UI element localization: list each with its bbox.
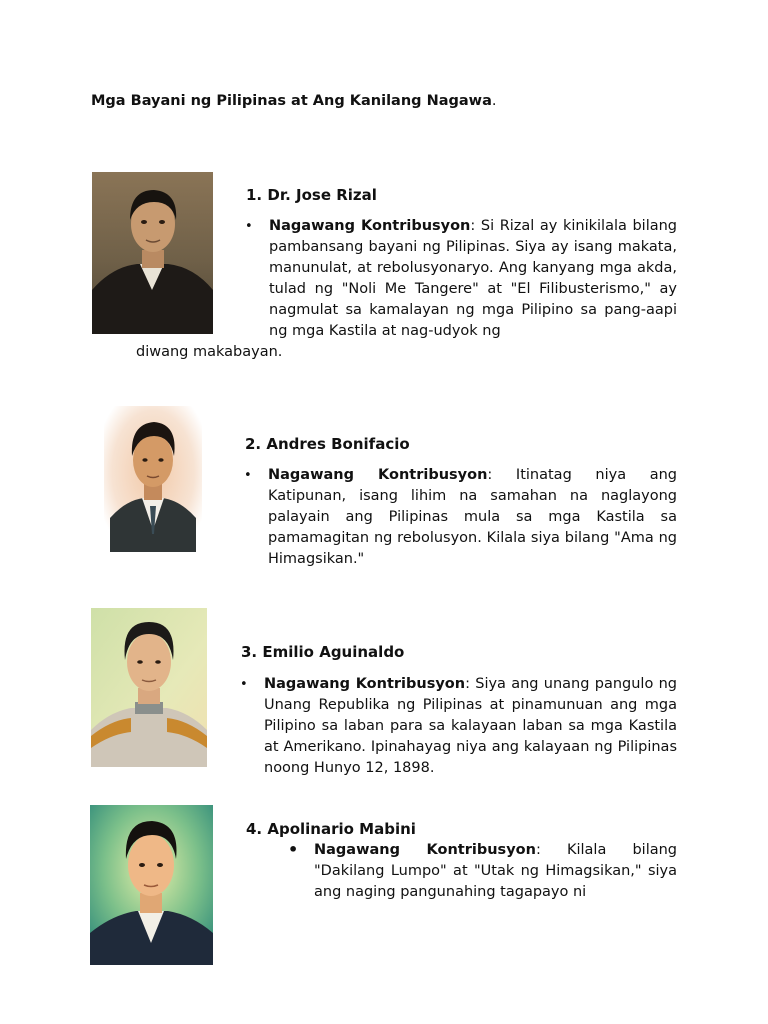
bullet-icon: • — [288, 840, 299, 859]
bullet-icon: • — [240, 677, 248, 692]
contribution-label: Nagawang Kontribusyon — [264, 676, 466, 692]
hero-number: 3. — [241, 643, 258, 661]
contribution-apolinario-mabini — [288, 840, 677, 903]
contribution-jose-rizal — [245, 216, 677, 342]
portrait-emilio-aguinaldo — [91, 608, 207, 767]
hero-name: Apolinario Mabini — [267, 820, 416, 838]
bullet-icon: • — [244, 468, 252, 483]
contribution-emilio-aguinaldo — [240, 674, 677, 779]
hero-heading-andres-bonifacio — [245, 435, 410, 453]
contribution-text: : Siya ang unang pangulo ng Unang Republika ng Pilipinas at pinamunuan ang mga Pilipino sa laban para sa kalayaan laban sa mga Kastila at Amerikano. Ipinahayag niya ang kalayaan ng Pilipinas noong Hunyo 12, 1898. — [264, 676, 677, 776]
contribution-text: : Itinatag niya ang Katipunan, isang lihim na samahan na naglayong palayain ang Pilipinas mula sa mga Kastila sa pamamagitan ng rebolusyon. Kilala siya bilang "Ama ng Himagsikan." — [268, 467, 677, 567]
contribution-text: : Kilala bilang "Dakilang Lumpo" at "Utak ng Himagsikan," siya ang naging pangunahing tagapayo ni — [314, 842, 677, 900]
hero-heading-jose-rizal — [246, 186, 377, 204]
portrait-apolinario-mabini-art — [90, 805, 213, 965]
document-title-punct: . — [491, 93, 497, 109]
contribution-text: : Si Rizal ay kinikilala bilang pambansang bayani ng Pilipinas. Siya ay isang makata, manunulat, at rebolusyonaryo. Ang kanyang mga akda, tulad ng "Noli Me Tangere" at "El Filibusterismo," ay nagmulat sa kamalayan ng mga Pilipino sa pang-aapi ng mga Kastila at nag-udyok ng — [269, 218, 677, 339]
contribution-label: Nagawang Kontribusyon — [269, 218, 471, 234]
portrait-apolinario-mabini — [90, 805, 213, 965]
bullet-icon: • — [245, 219, 253, 234]
document-title — [91, 93, 496, 109]
contribution-label: Nagawang Kontribusyon — [314, 842, 536, 858]
hero-heading-emilio-aguinaldo — [241, 643, 404, 661]
hero-name: Andres Bonifacio — [266, 435, 410, 453]
portrait-emilio-aguinaldo-art — [91, 608, 207, 767]
contribution-andres-bonifacio — [244, 465, 677, 570]
document-title-text: Mga Bayani ng Pilipinas at Ang Kanilang Nagawa — [91, 93, 492, 109]
hero-name: Emilio Aguinaldo — [262, 643, 405, 661]
portrait-andres-bonifacio-art — [104, 406, 202, 552]
portrait-jose-rizal-art — [92, 172, 213, 334]
contribution-tail-jose-rizal: diwang makabayan. — [136, 344, 283, 360]
hero-number: 2. — [245, 435, 262, 453]
hero-number: 4. — [246, 820, 263, 838]
hero-name: Dr. Jose Rizal — [267, 186, 377, 204]
contribution-label: Nagawang Kontribusyon — [268, 467, 488, 483]
portrait-andres-bonifacio — [104, 406, 202, 552]
portrait-jose-rizal — [92, 172, 213, 334]
hero-number: 1. — [246, 186, 263, 204]
hero-heading-apolinario-mabini — [246, 820, 416, 838]
